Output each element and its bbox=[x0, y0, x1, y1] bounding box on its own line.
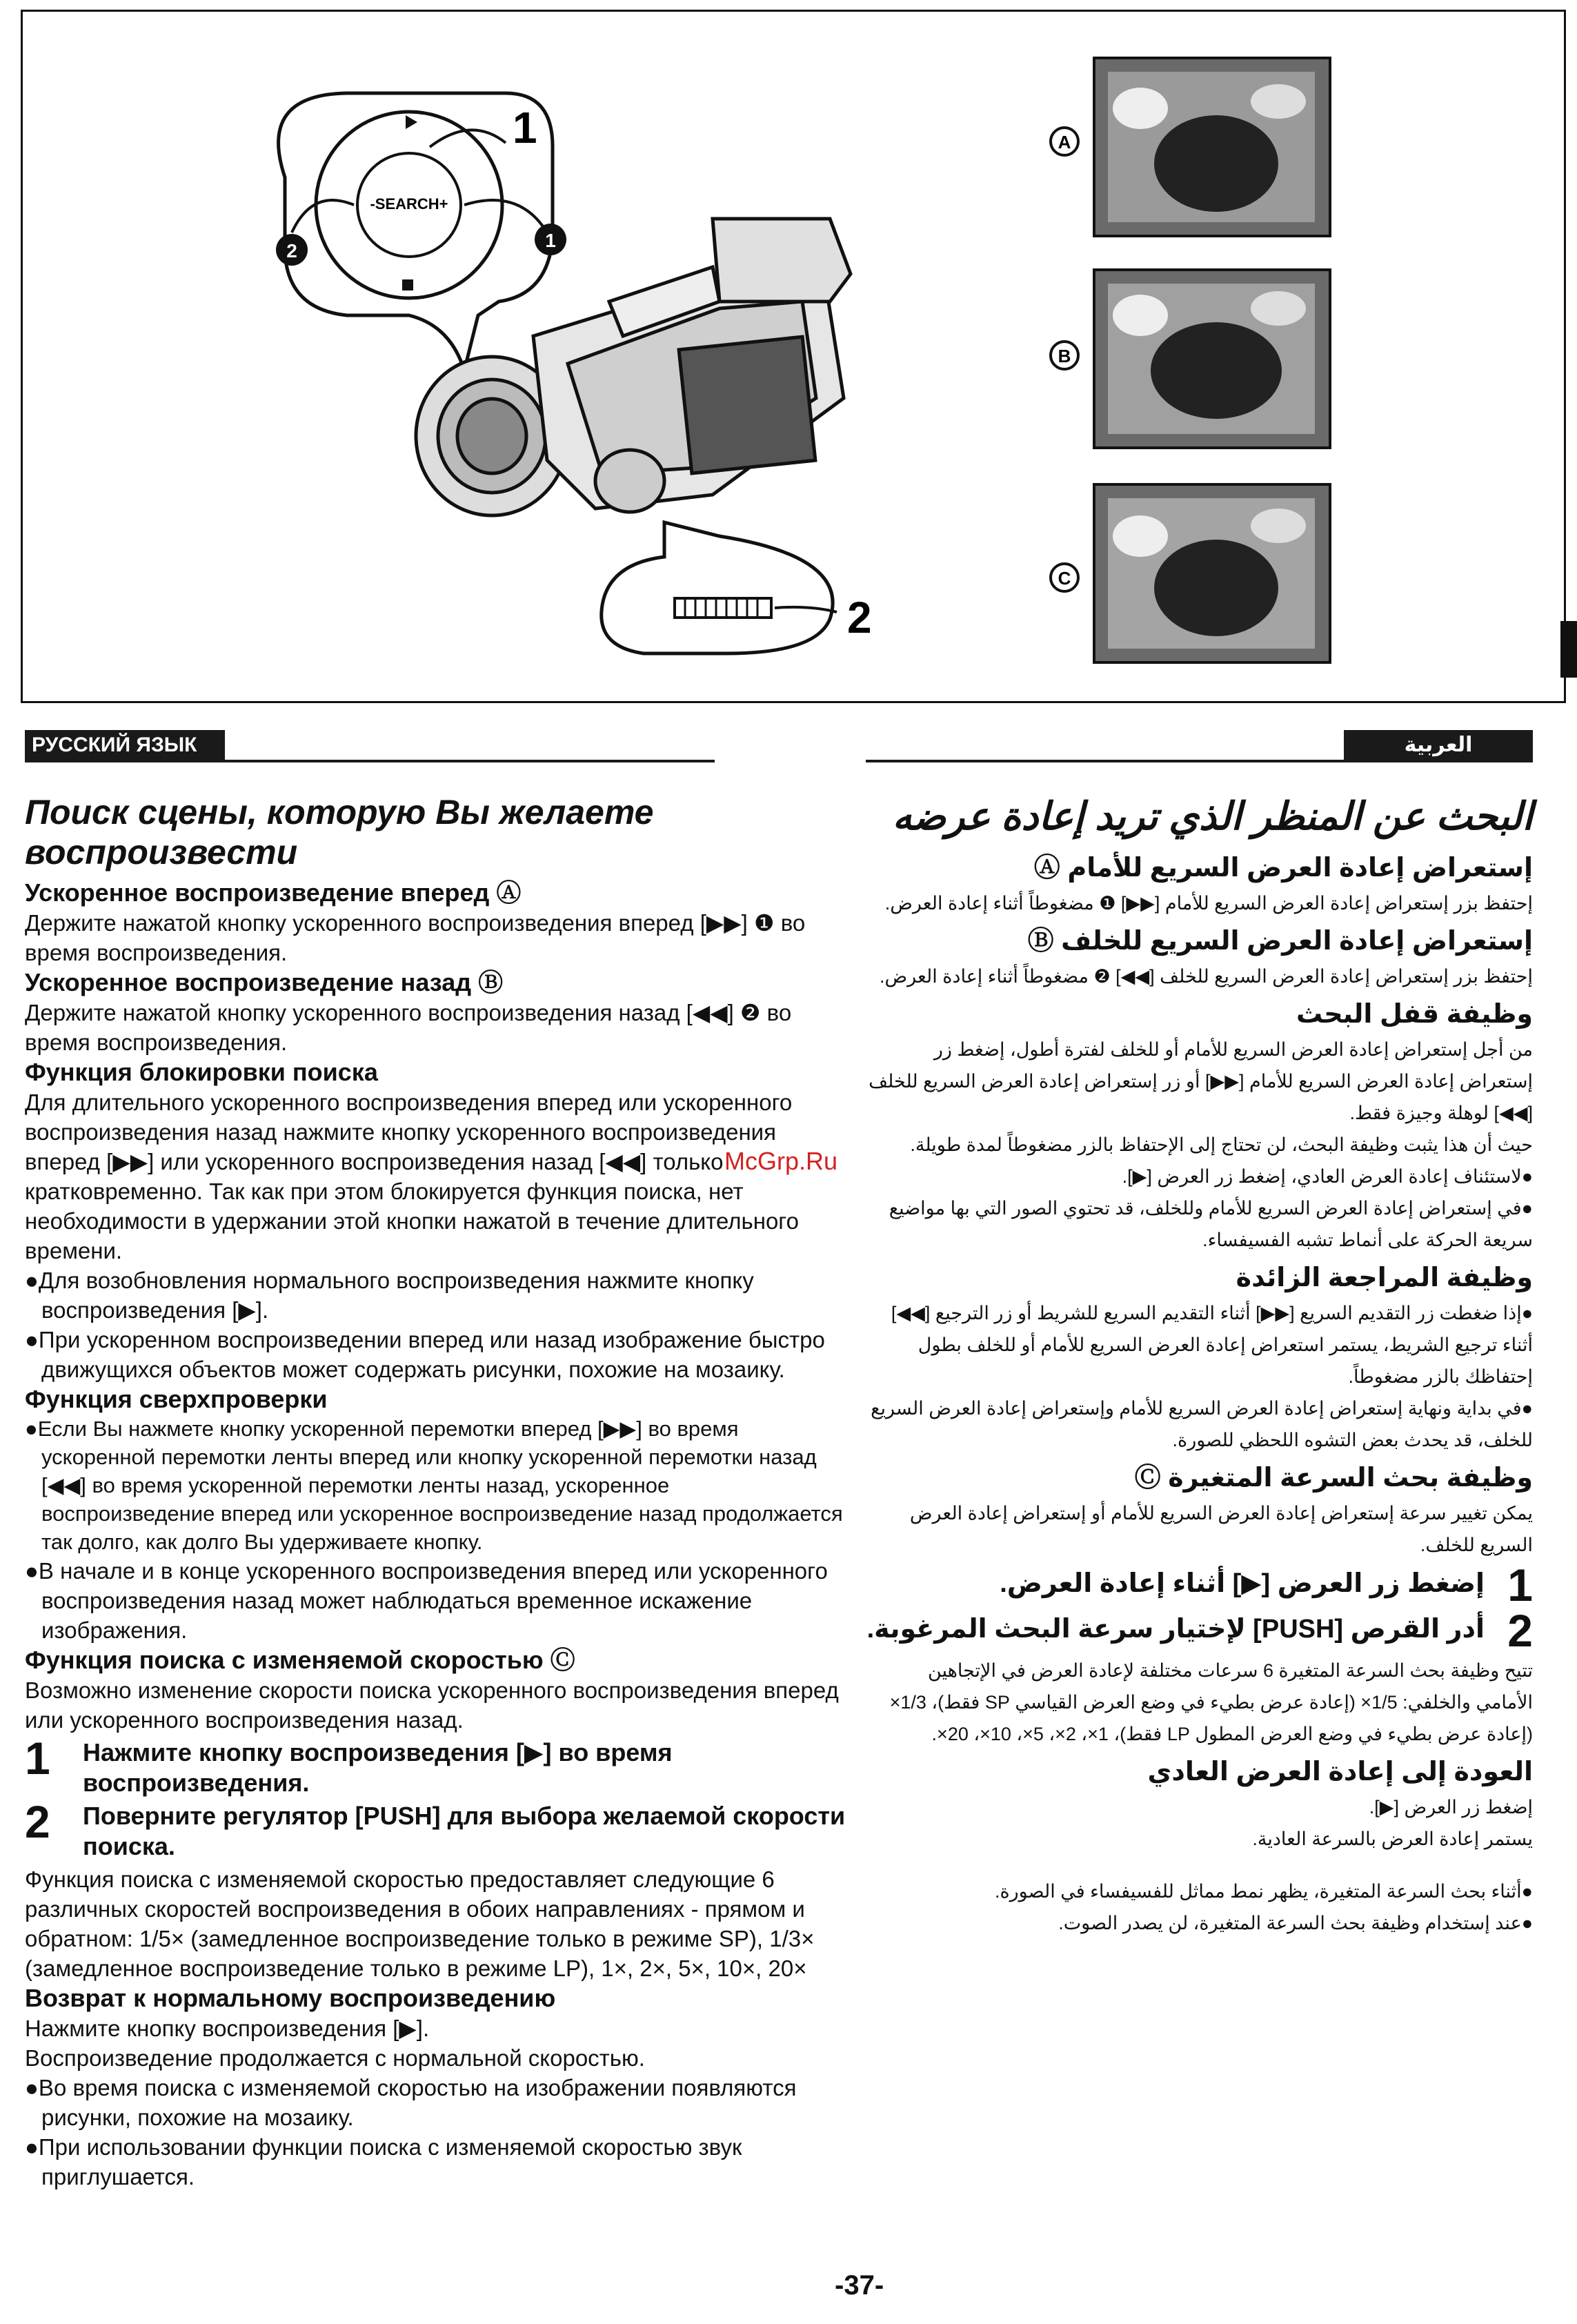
arabic-return-bullet: ●أثناء بحث السرعة المتغيرة، يظهر نمط مماثل للفسيفساء في الصورة. bbox=[994, 1881, 1533, 1902]
arabic-step-text: أدر القرص [PUSH] لإختيار سرعة البحث المرغوبة. bbox=[866, 1615, 1485, 1644]
russian-ff-text: Держите нажатой кнопку ускоренного воспроизведения вперед [▶▶] ❶ во время воспроизведения. bbox=[25, 910, 806, 965]
arabic-step-1 bbox=[866, 1559, 1533, 1611]
arabic-over-bullet: ●في بداية ونهاية إستعراض إعادة العرض السريع للأمام وإستعراض إعادة العرض السريع للخلف، قد يحدث بعض التشوه اللحظي للصورة. bbox=[871, 1398, 1533, 1450]
section-tab-marker bbox=[1560, 621, 1577, 678]
arabic-header-rule bbox=[866, 760, 1533, 762]
arabic-rew-heading: إستعراض إعادة العرض السريع للخلف Ⓑ bbox=[1027, 927, 1533, 956]
arabic-over-bullet: ●إذا ضغطت زر التقديم السريع [▶▶] أثناء التقديم السريع للشريط أو زر الترجيع [◀◀] أثناء ترجيع الشريط، يستمر استعراض إعادة العرض السريع للأمام أو للخلف بطول إحتفاظك بالزر مضغوطاً. bbox=[891, 1303, 1533, 1387]
arabic-step-2 bbox=[866, 1605, 1533, 1656]
russian-over-heading: Функция сверхпроверки bbox=[25, 1385, 328, 1413]
russian-return-text: Нажмите кнопку воспроизведения [▶]. bbox=[25, 2016, 430, 2041]
arabic-lock-heading: وظيفة قفل البحث bbox=[1296, 1000, 1533, 1029]
callout-number-1: 1 bbox=[513, 103, 537, 152]
russian-return-bullet: ●Во время поиска с изменяемой скоростью на изображении появляются рисунки, похожие на мозаику. bbox=[25, 2075, 797, 2130]
russian-column bbox=[25, 792, 846, 2192]
russian-step-1 bbox=[25, 1733, 846, 1798]
russian-lock-text: Для длительного ускоренного воспроизведения вперед или ускоренного воспроизведения назад нажмите кнопку ускоренного воспроизведения вперед [▶▶] или ускоренного воспроизведения назад [◀◀] только кратковременно. Так как при этом блокируется функция поиска, нет необходимости в удержании этой кнопки нажатой в течение длительного времени. bbox=[25, 1090, 799, 1263]
arabic-ff-heading: إستعراض إعادة العرض السريع للأمام Ⓐ bbox=[1033, 854, 1533, 883]
preview-a bbox=[1051, 58, 1330, 236]
arabic-step-number: 1 bbox=[1507, 1559, 1533, 1611]
russian-ff-heading: Ускоренное воспроизведение вперед Ⓐ bbox=[25, 878, 522, 907]
arabic-var-text: يمكن تغيير سرعة إستعراض إعادة العرض السريع للأمام أو إستعراض إعادة العرض السريع للخلف. bbox=[909, 1503, 1533, 1555]
arabic-lock-bullet: ●لاستئناف إعادة العرض العادي، إضغط زر العرض [▶]. bbox=[1122, 1166, 1533, 1187]
arabic-return-bullet: ●عند إستخدام وظيفة بحث السرعة المتغيرة، لن يصدر الصوت. bbox=[1058, 1913, 1533, 1933]
arabic-step-number: 2 bbox=[1507, 1605, 1533, 1656]
arabic-title: البحث عن المنظر الذي تريد إعادة عرضه bbox=[892, 794, 1533, 838]
russian-var-heading: Функция поиска с изменяемой скоростью Ⓒ bbox=[25, 1646, 575, 1674]
arabic-var-heading: وظيفة بحث السرعة المتغيرة Ⓒ bbox=[1134, 1464, 1533, 1493]
bullet-2-label: 2 bbox=[286, 240, 297, 262]
russian-lock-heading: Функция блокировки поиска bbox=[25, 1058, 378, 1086]
watermark-text: McGrp.Ru bbox=[724, 1147, 838, 1175]
bullet-1-label: 1 bbox=[545, 230, 556, 251]
camera-illustration bbox=[23, 12, 1564, 701]
arabic-over-heading: وظيفة المراجعة الزائدة bbox=[1236, 1263, 1533, 1292]
russian-language-label: РУССКИЙ ЯЗЫК bbox=[25, 730, 225, 760]
russian-header-rule bbox=[25, 760, 715, 762]
preview-b bbox=[1051, 270, 1330, 448]
russian-var-detail: Функция поиска с изменяемой скоростью предоставляет следующие 6 различных скоростей воспроизведения в обоих направлениях - прямом и обратном: 1/5× (замедленное воспроизведение только в режиме SP), 1/3× (замедленное воспроизведение только в режиме LP), 1×, 2×, 5×, 10×, 20× bbox=[25, 1867, 815, 1981]
russian-lock-bullet: ●При ускоренном воспроизведении вперед или назад изображение быстро движущихся объектов может содержать рисунки, похожие на мозаику. bbox=[25, 1327, 825, 1382]
preview-c bbox=[1051, 484, 1330, 662]
russian-title: Поиск сцены, которую Вы желаете воспроизвести bbox=[25, 793, 654, 872]
arabic-rew-text: إحتفظ بزر إستعراض إعادة العرض السريع للخلف [◀◀] ❷ مضغوطاً أثناء إعادة العرض. bbox=[879, 966, 1533, 987]
russian-step-number: 2 bbox=[25, 1796, 50, 1847]
dial-callout-bubble bbox=[602, 522, 833, 653]
page-number: -37- bbox=[835, 2270, 884, 2301]
russian-rew-text: Держите нажатой кнопку ускоренного воспроизведения назад [◀◀] ❷ во время воспроизведения. bbox=[25, 1000, 792, 1055]
arabic-ff-text: إحتفظ بزر إستعراض إعادة العرض السريع للأمام [▶▶] ❶ مضغوطاً أثناء إعادة العرض. bbox=[884, 893, 1533, 914]
preview-label-a: A bbox=[1058, 132, 1071, 152]
russian-over-bullet: ●Если Вы нажмете кнопку ускоренной перемотки вперед [▶▶] во время ускоренной перемотки ленты вперед или кнопку ускоренной перемотки назад [◀◀] во время ускоренной перемотки ленты назад, ускоренное воспроизведение вперед или ускоренное воспроизведение назад продолжается так долго, как долго Вы удерживаете кнопку. bbox=[25, 1417, 843, 1554]
arabic-lock-bullet: ●في إستعراض إعادة العرض السريع للأمام وللخلف، قد تحتوي الصور التي بها مواضيع سريعة الحركة على أنماط تشبه الفسيفساء. bbox=[889, 1198, 1533, 1250]
russian-rew-heading: Ускоренное воспроизведение назад Ⓑ bbox=[25, 968, 504, 996]
russian-step-number: 1 bbox=[25, 1733, 50, 1784]
arabic-lock-text: من أجل إستعراض إعادة العرض السريع للأمام أو للخلف لفترة أطول، إضغط زر إستعراض إعادة العرض السريع للأمام [▶▶] أو زر إستعراض إعادة العرض السريع للخلف [◀◀] لوهلة وجيزة فقط. bbox=[869, 1039, 1533, 1123]
russian-step-text: Поверните регулятор [PUSH] для выбора желаемой скорости поиска. bbox=[83, 1802, 846, 1860]
arabic-language-label: العربية bbox=[1344, 730, 1533, 760]
russian-return-text: Воспроизведение продолжается с нормальной скоростью. bbox=[25, 2045, 645, 2071]
russian-return-heading: Возврат к нормальному воспроизведению bbox=[25, 1984, 556, 2012]
arabic-return-heading: العودة إلى إعادة العرض العادي bbox=[1147, 1757, 1533, 1786]
arabic-return-text: إضغط زر العرض [▶]. bbox=[1369, 1797, 1533, 1818]
preview-label-b: B bbox=[1058, 346, 1071, 366]
russian-var-text: Возможно изменение скорости поиска ускоренного воспроизведения вперед или ускоренного воспроизведения назад. bbox=[25, 1677, 839, 1733]
arabic-step-text: إضغط زر العرض [▶] أثناء إعادة العرض. bbox=[1000, 1569, 1485, 1598]
arabic-column bbox=[866, 792, 1533, 1939]
figure-panel bbox=[21, 10, 1566, 703]
russian-step-2 bbox=[25, 1796, 846, 1862]
arabic-var-detail: تتيح وظيفة بحث السرعة المتغيرة 6 سرعات مختلفة لإعادة العرض في الإتجاهين الأمامي والخلفي: 1/5× (إعادة عرض بطيء في وضع العرض القياسي SP فقط)، 1/3× (إعادة عرض بطيء في وضع العرض المطول LP فقط)، 1×، 2×، 5×، 10×، 20×. bbox=[889, 1660, 1533, 1744]
arabic-lock-text: حيث أن هذا يثبت وظيفة البحث، لن تحتاج إلى الإحتفاظ بالزر مضغوطاً لمدة طويلة. bbox=[910, 1134, 1533, 1155]
arabic-return-text: يستمر إعادة العرض بالسرعة العادية. bbox=[1252, 1829, 1533, 1849]
preview-label-c: C bbox=[1058, 568, 1071, 589]
russian-over-bullet: ●В начале и в конце ускоренного воспроизведения вперед или ускоренного воспроизведения назад может наблюдаться временное искажение изображения. bbox=[25, 1558, 828, 1643]
callout-number-2: 2 bbox=[847, 593, 872, 642]
russian-lock-bullet: ●Для возобновления нормального воспроизведения нажмите кнопку воспроизведения [▶]. bbox=[25, 1268, 754, 1323]
russian-return-bullet: ●При использовании функции поиска с изменяемой скоростью звук приглушается. bbox=[25, 2134, 742, 2189]
search-label: -SEARCH+ bbox=[370, 195, 448, 213]
russian-step-text: Нажмите кнопку воспроизведения [▶] во время воспроизведения. bbox=[83, 1738, 673, 1797]
